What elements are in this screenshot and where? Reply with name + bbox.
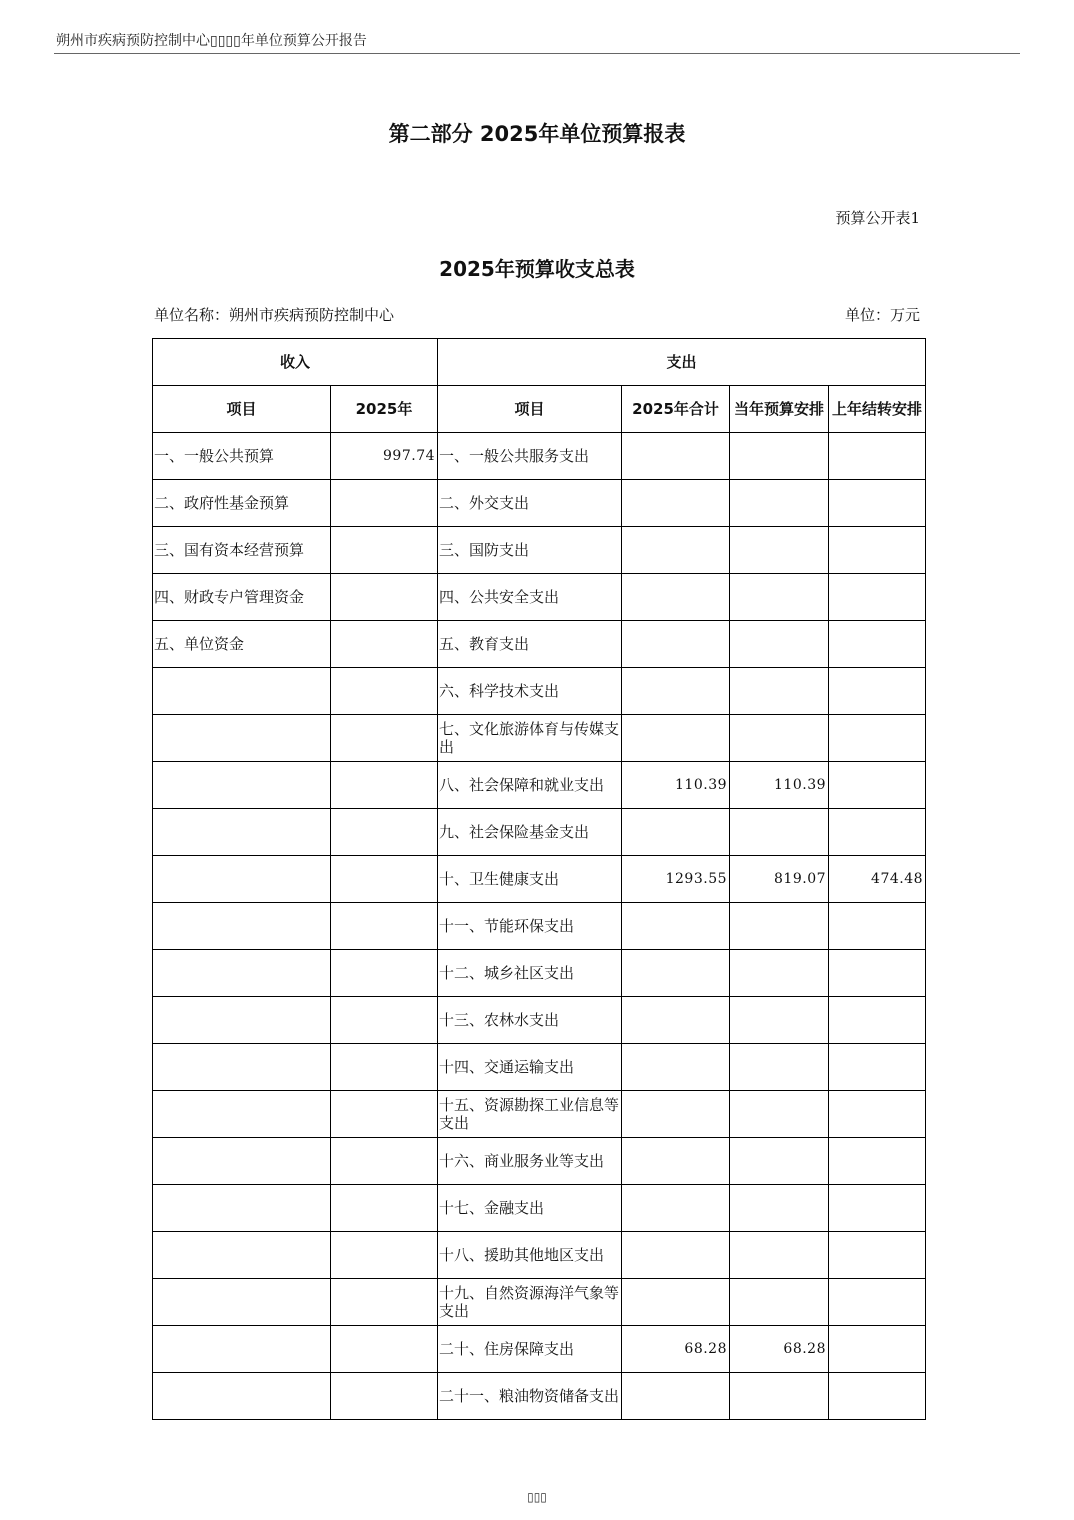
income-2025-cell <box>331 997 438 1044</box>
expense-carryover-cell <box>829 1185 926 1232</box>
table-row <box>153 527 926 574</box>
expense-total-cell <box>622 903 730 950</box>
income-2025-cell <box>331 1373 438 1420</box>
expense-group-header: 支出 <box>438 339 926 386</box>
expense-total-cell: 68.28 <box>622 1326 730 1373</box>
income-2025-cell <box>331 1091 438 1138</box>
table-row <box>153 433 926 480</box>
income-2025-cell <box>331 903 438 950</box>
expense-carryover-cell <box>829 480 926 527</box>
expense-carryover-cell <box>829 1279 926 1326</box>
table-row <box>153 621 926 668</box>
expense-current-cell <box>730 950 829 997</box>
expense-carryover-cell <box>829 621 926 668</box>
expense-carryover-cell <box>829 950 926 997</box>
income-item-cell <box>153 1044 331 1091</box>
expense-total-cell <box>622 715 730 762</box>
expense-current-cell <box>730 1232 829 1279</box>
expense-item-cell: 六、科学技术支出 <box>438 668 622 715</box>
income-item-cell <box>153 762 331 809</box>
expense-item-cell: 二十一、粮油物资储备支出 <box>438 1373 622 1420</box>
expense-carryover-cell <box>829 1091 926 1138</box>
table-row <box>153 950 926 997</box>
income-item-cell <box>153 856 331 903</box>
income-item-cell <box>153 1185 331 1232</box>
income-2025-cell <box>331 950 438 997</box>
income-2025-cell <box>331 621 438 668</box>
income-2025-cell <box>331 715 438 762</box>
income-item-cell <box>153 1091 331 1138</box>
expense-current-cell <box>730 668 829 715</box>
expense-item-cell: 十八、援助其他地区支出 <box>438 1232 622 1279</box>
expense-current-cell <box>730 1044 829 1091</box>
expense-item-cell: 一、一般公共服务支出 <box>438 433 622 480</box>
expense-current-cell <box>730 433 829 480</box>
expense-item-cell: 二十、住房保障支出 <box>438 1326 622 1373</box>
table-row <box>153 1185 926 1232</box>
unit-label: 单位：万元 <box>844 306 920 324</box>
income-2025-cell <box>331 1326 438 1373</box>
expense-current-cell <box>730 1091 829 1138</box>
table-row <box>153 1326 926 1373</box>
expense-carryover-cell <box>829 1373 926 1420</box>
expense-current-cell: 819.07 <box>730 856 829 903</box>
expense-total-cell <box>622 1373 730 1420</box>
expense-total-cell <box>622 1185 730 1232</box>
expense-current-cell: 68.28 <box>730 1326 829 1373</box>
table-row <box>153 1091 926 1138</box>
table-row <box>153 1138 926 1185</box>
income-2025-cell <box>331 1185 438 1232</box>
income-2025-cell <box>331 1044 438 1091</box>
expense-item-header: 项目 <box>438 386 622 433</box>
page-number: ▯▯▯ <box>527 1490 547 1504</box>
expense-total-cell <box>622 668 730 715</box>
income-2025-header: 2025年 <box>331 386 438 433</box>
income-2025-cell <box>331 1232 438 1279</box>
expense-carryover-cell <box>829 762 926 809</box>
expense-current-cell <box>730 1138 829 1185</box>
expense-carryover-cell <box>829 997 926 1044</box>
expense-current-header: 当年预算安排 <box>730 386 829 433</box>
expense-total-cell <box>622 574 730 621</box>
income-item-cell <box>153 1326 331 1373</box>
income-item-cell <box>153 1232 331 1279</box>
income-2025-cell <box>331 668 438 715</box>
expense-total-cell <box>622 1279 730 1326</box>
expense-item-cell: 七、文化旅游体育与传媒支出 <box>438 715 622 762</box>
table-row <box>153 1373 926 1420</box>
expense-carryover-cell <box>829 527 926 574</box>
expense-carryover-cell <box>829 809 926 856</box>
expense-total-cell <box>622 621 730 668</box>
income-2025-cell <box>331 574 438 621</box>
expense-item-cell: 八、社会保障和就业支出 <box>438 762 622 809</box>
budget-table-body <box>153 433 926 1420</box>
expense-total-cell <box>622 950 730 997</box>
expense-item-cell: 十六、商业服务业等支出 <box>438 1138 622 1185</box>
income-item-cell <box>153 997 331 1044</box>
table-row <box>153 809 926 856</box>
table-row <box>153 715 926 762</box>
expense-total-cell: 110.39 <box>622 762 730 809</box>
expense-item-cell: 十七、金融支出 <box>438 1185 622 1232</box>
income-2025-cell <box>331 856 438 903</box>
table-row <box>153 1279 926 1326</box>
income-item-cell: 二、政府性基金预算 <box>153 480 331 527</box>
expense-carryover-cell <box>829 1232 926 1279</box>
expense-current-cell <box>730 903 829 950</box>
income-2025-cell: 997.74 <box>331 433 438 480</box>
table-row <box>153 574 926 621</box>
expense-carryover-cell <box>829 1326 926 1373</box>
expense-total-cell <box>622 1091 730 1138</box>
income-2025-cell <box>331 762 438 809</box>
income-item-cell <box>153 809 331 856</box>
table-row <box>153 762 926 809</box>
expense-total-cell <box>622 527 730 574</box>
table-row <box>153 1044 926 1091</box>
income-2025-cell <box>331 1138 438 1185</box>
expense-carryover-cell <box>829 903 926 950</box>
expense-carryover-header: 上年结转安排 <box>829 386 926 433</box>
expense-total-cell <box>622 809 730 856</box>
table-row <box>153 856 926 903</box>
expense-current-cell <box>730 574 829 621</box>
expense-carryover-cell <box>829 668 926 715</box>
income-item-cell: 三、国有资本经营预算 <box>153 527 331 574</box>
expense-item-cell: 十九、自然资源海洋气象等支出 <box>438 1279 622 1326</box>
expense-carryover-cell <box>829 1044 926 1091</box>
income-2025-cell <box>331 527 438 574</box>
header-divider <box>54 53 1020 54</box>
income-item-cell <box>153 1138 331 1185</box>
table-row <box>153 997 926 1044</box>
expense-current-cell <box>730 527 829 574</box>
expense-carryover-cell <box>829 574 926 621</box>
expense-current-cell <box>730 715 829 762</box>
expense-current-cell <box>730 1185 829 1232</box>
expense-item-cell: 九、社会保险基金支出 <box>438 809 622 856</box>
income-item-cell <box>153 1373 331 1420</box>
expense-carryover-cell: 474.48 <box>829 856 926 903</box>
expense-current-cell: 110.39 <box>730 762 829 809</box>
table-row <box>153 1232 926 1279</box>
expense-total-cell <box>622 997 730 1044</box>
expense-current-cell <box>730 997 829 1044</box>
expense-current-cell <box>730 809 829 856</box>
table-row <box>153 668 926 715</box>
expense-item-cell: 五、教育支出 <box>438 621 622 668</box>
expense-item-cell: 十一、节能环保支出 <box>438 903 622 950</box>
income-2025-cell <box>331 809 438 856</box>
expense-current-cell <box>730 1279 829 1326</box>
income-item-cell <box>153 950 331 997</box>
table-row <box>153 480 926 527</box>
expense-total-cell <box>622 1138 730 1185</box>
expense-total-header: 2025年合计 <box>622 386 730 433</box>
expense-item-cell: 四、公共安全支出 <box>438 574 622 621</box>
budget-summary-table <box>152 338 926 1420</box>
expense-item-cell: 二、外交支出 <box>438 480 622 527</box>
expense-carryover-cell <box>829 433 926 480</box>
table-number: 预算公开表1 <box>835 209 920 227</box>
expense-current-cell <box>730 621 829 668</box>
income-item-cell <box>153 1279 331 1326</box>
expense-total-cell: 1293.55 <box>622 856 730 903</box>
table-title: 2025年预算收支总表 <box>439 257 635 281</box>
income-item-cell: 四、财政专户管理资金 <box>153 574 331 621</box>
income-2025-cell <box>331 480 438 527</box>
table-row <box>153 903 926 950</box>
income-item-cell: 一、一般公共预算 <box>153 433 331 480</box>
expense-item-cell: 三、国防支出 <box>438 527 622 574</box>
running-header: 朔州市疾病预防控制中心▯▯▯▯年单位预算公开报告 <box>56 33 367 49</box>
expense-carryover-cell <box>829 715 926 762</box>
expense-carryover-cell <box>829 1138 926 1185</box>
expense-item-cell: 十二、城乡社区支出 <box>438 950 622 997</box>
expense-total-cell <box>622 433 730 480</box>
income-group-header: 收入 <box>153 339 438 386</box>
expense-total-cell <box>622 1044 730 1091</box>
expense-item-cell: 十、卫生健康支出 <box>438 856 622 903</box>
expense-item-cell: 十三、农林水支出 <box>438 997 622 1044</box>
income-item-cell <box>153 903 331 950</box>
unit-name: 单位名称：朔州市疾病预防控制中心 <box>154 306 395 324</box>
expense-total-cell <box>622 480 730 527</box>
income-2025-cell <box>331 1279 438 1326</box>
expense-total-cell <box>622 1232 730 1279</box>
income-item-cell <box>153 715 331 762</box>
income-item-cell <box>153 668 331 715</box>
income-item-cell: 五、单位资金 <box>153 621 331 668</box>
expense-current-cell <box>730 1373 829 1420</box>
expense-item-cell: 十四、交通运输支出 <box>438 1044 622 1091</box>
income-item-header: 项目 <box>153 386 331 433</box>
expense-current-cell <box>730 480 829 527</box>
part-title: 第二部分 2025年单位预算报表 <box>388 122 686 146</box>
expense-item-cell: 十五、资源勘探工业信息等支出 <box>438 1091 622 1138</box>
